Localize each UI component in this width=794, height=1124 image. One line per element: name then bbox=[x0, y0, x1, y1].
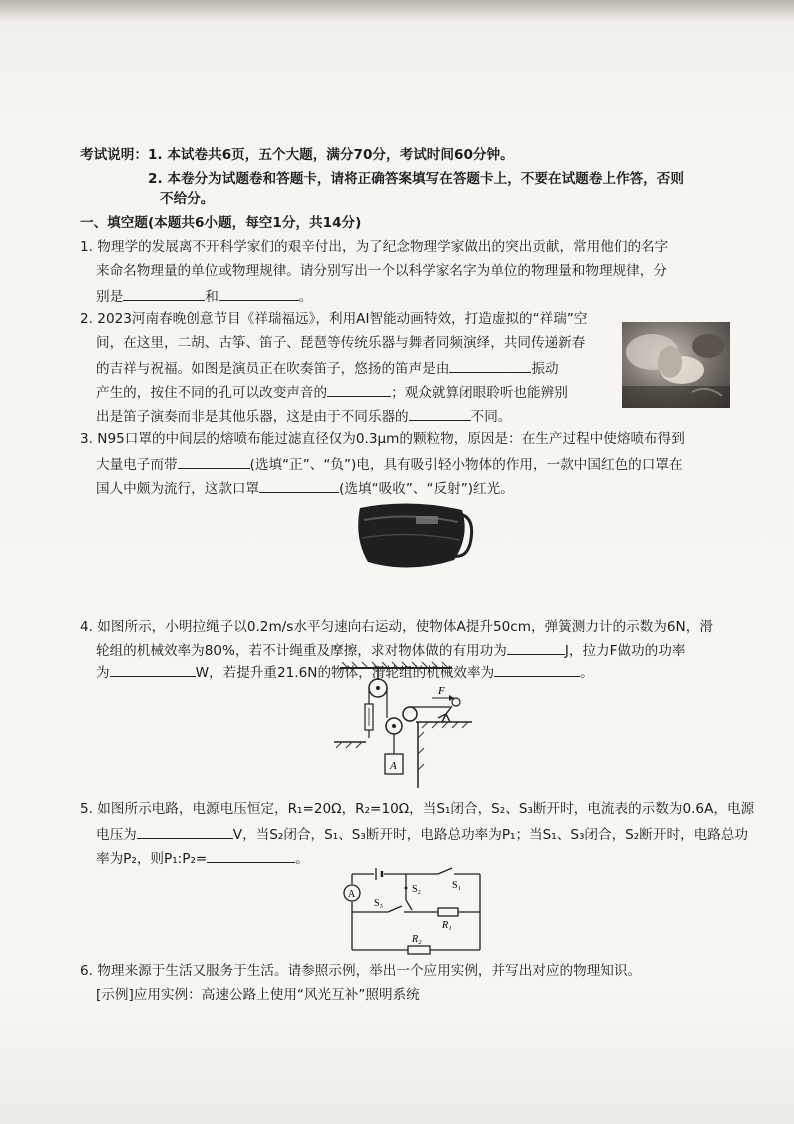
q4-text-c: 为 bbox=[96, 665, 110, 681]
q1-line1: 1. 物理学的发展离不开科学家们的艰辛付出，为了纪念物理学家做出的突出贡献，常用他们的名字 bbox=[80, 239, 669, 255]
q2-text-e: 出是笛子演奏而非是其他乐器，这是由于不同乐器的 bbox=[96, 409, 409, 425]
q1-text-a: 别是 bbox=[96, 289, 124, 305]
q6-line1: 6. 物理来源于生活又服务于生活。请参照示例，举出一个应用实例，并写出对应的物理知识。 bbox=[80, 963, 642, 979]
scan-top-shadow bbox=[0, 0, 794, 22]
q5-text-c: 率为P₂，则P₁:P₂= bbox=[96, 851, 208, 867]
switch-s3-label: S₃ bbox=[374, 898, 384, 909]
q5-line1: 5. 如图所示电路，电源电压恒定，R₁=20Ω，R₂=10Ω，当S₁闭合，S₂、S₃断开时，电流表的示数为0.6A，电源 bbox=[80, 801, 755, 817]
resistor-r1-label: R₁ bbox=[442, 920, 452, 931]
answer-blank[interactable] bbox=[123, 286, 205, 301]
q1-line3 bbox=[96, 286, 312, 306]
answer-blank[interactable] bbox=[507, 640, 565, 655]
q5-text-b: V，当S₂闭合，S₁、S₃断开时，电路总功率为P₁；当S₁、S₃闭合，S₂断开时，电路总功 bbox=[232, 827, 749, 843]
n95-mask-figure bbox=[350, 500, 474, 572]
switch-s2-label: S₂ bbox=[412, 884, 422, 895]
q4-line2 bbox=[96, 640, 685, 660]
answer-blank[interactable] bbox=[110, 662, 196, 677]
q5-line2 bbox=[96, 824, 748, 844]
answer-blank[interactable] bbox=[449, 358, 531, 373]
ammeter-label: A bbox=[348, 889, 356, 900]
q1-line2: 来命名物理量的单位或物理规律。请分别写出一个以科学家名字为单位的物理量和物理规律，分 bbox=[96, 263, 667, 279]
q4-text-e: 。 bbox=[580, 665, 594, 681]
exam-note-line2: 2. 本卷分为试题卷和答题卡，请将正确答案填写在答题卡上，不要在试题卷上作答，否则 bbox=[148, 171, 684, 187]
exam-note-line1: 考试说明：1. 本试卷共6页，五个大题，满分70分，考试时间60分钟。 bbox=[80, 147, 514, 163]
block-label: A bbox=[390, 760, 397, 772]
answer-blank[interactable] bbox=[327, 382, 391, 397]
q2-line5 bbox=[96, 406, 511, 426]
q3-line1: 3. N95口罩的中间层的熔喷布能过滤直径仅为0.3μm的颗粒物，原因是：在生产过程中使熔喷布得到 bbox=[80, 431, 685, 447]
q4-text-b: J，拉力F做功的功率 bbox=[564, 643, 686, 659]
pulley-system-figure bbox=[332, 662, 478, 790]
q2-line2: 间，在这里，二胡、古筝、笛子、琵琶等传统乐器与舞者同频演绎，共同传递新春 bbox=[96, 335, 586, 351]
q3-text-a: 大量电子而带 bbox=[96, 457, 178, 473]
q4-line1: 4. 如图所示，小明拉绳子以0.2m/s水平匀速向右运动，使物体A提升50cm，弹簧测力计的示数为6N，滑 bbox=[80, 619, 713, 635]
answer-blank[interactable] bbox=[494, 662, 580, 677]
q2-text-f: 不同。 bbox=[470, 409, 512, 425]
answer-blank[interactable] bbox=[259, 478, 339, 493]
q1-text-b: 和 bbox=[205, 289, 219, 305]
q5-text-a: 电压为 bbox=[96, 827, 137, 843]
answer-blank[interactable] bbox=[219, 286, 299, 301]
q3-text-b: (选填“正”、“负”)电，具有吸引轻小物体的作用，一款中国红色的口罩在 bbox=[249, 457, 683, 473]
q3-text-c: 国人中颇为流行，这款口罩 bbox=[96, 481, 260, 497]
q2-text-b: 振动 bbox=[531, 361, 559, 377]
q3-line2 bbox=[96, 454, 683, 474]
q4-text-d: W，若提升重21.6N的物体，滑轮组的机械效率为 bbox=[195, 665, 495, 681]
q2-text-a: 的吉祥与祝福。如图是演员正在吹奏笛子，悠扬的笛声是由 bbox=[96, 361, 450, 377]
q2-line1: 2. 2023河南春晚创意节目《祥瑞福远》，利用AI智能动画特效，打造虚拟的“祥瑞”空 bbox=[80, 311, 588, 327]
q2-line3 bbox=[96, 358, 559, 378]
answer-blank[interactable] bbox=[137, 824, 233, 839]
q5-line3 bbox=[96, 848, 309, 868]
q6-line2: [示例]应用实例：高速公路上使用“风光互补”照明系统 bbox=[96, 987, 420, 1003]
q5-text-d: 。 bbox=[295, 851, 309, 867]
q1-text-c: 。 bbox=[298, 289, 313, 305]
q2-text-c: 产生的，按住不同的孔可以改变声音的 bbox=[96, 385, 328, 401]
q3-text-d: (选填“吸收”、“反射”)红光。 bbox=[339, 481, 514, 497]
force-label: F bbox=[438, 685, 445, 697]
q2-line4 bbox=[96, 382, 568, 402]
q4-text-a: 轮组的机械效率为80%，若不计绳重及摩擦，求对物体做的有用功为 bbox=[96, 643, 507, 659]
answer-blank[interactable] bbox=[409, 406, 471, 421]
switch-s1-label: S₁ bbox=[452, 880, 462, 891]
resistor-r2-label: R₂ bbox=[412, 934, 422, 945]
exam-note-line3: 不给分。 bbox=[160, 191, 215, 207]
q3-line3 bbox=[96, 478, 514, 498]
answer-blank[interactable] bbox=[207, 848, 295, 863]
circuit-diagram bbox=[338, 866, 486, 958]
q2-text-d: ；观众就算闭眼聆听也能辨别 bbox=[391, 385, 568, 401]
answer-blank[interactable] bbox=[178, 454, 250, 469]
section-title: 一、填空题(本题共6小题，每空1分，共14分) bbox=[80, 215, 362, 231]
flute-performance-photo bbox=[622, 322, 730, 408]
